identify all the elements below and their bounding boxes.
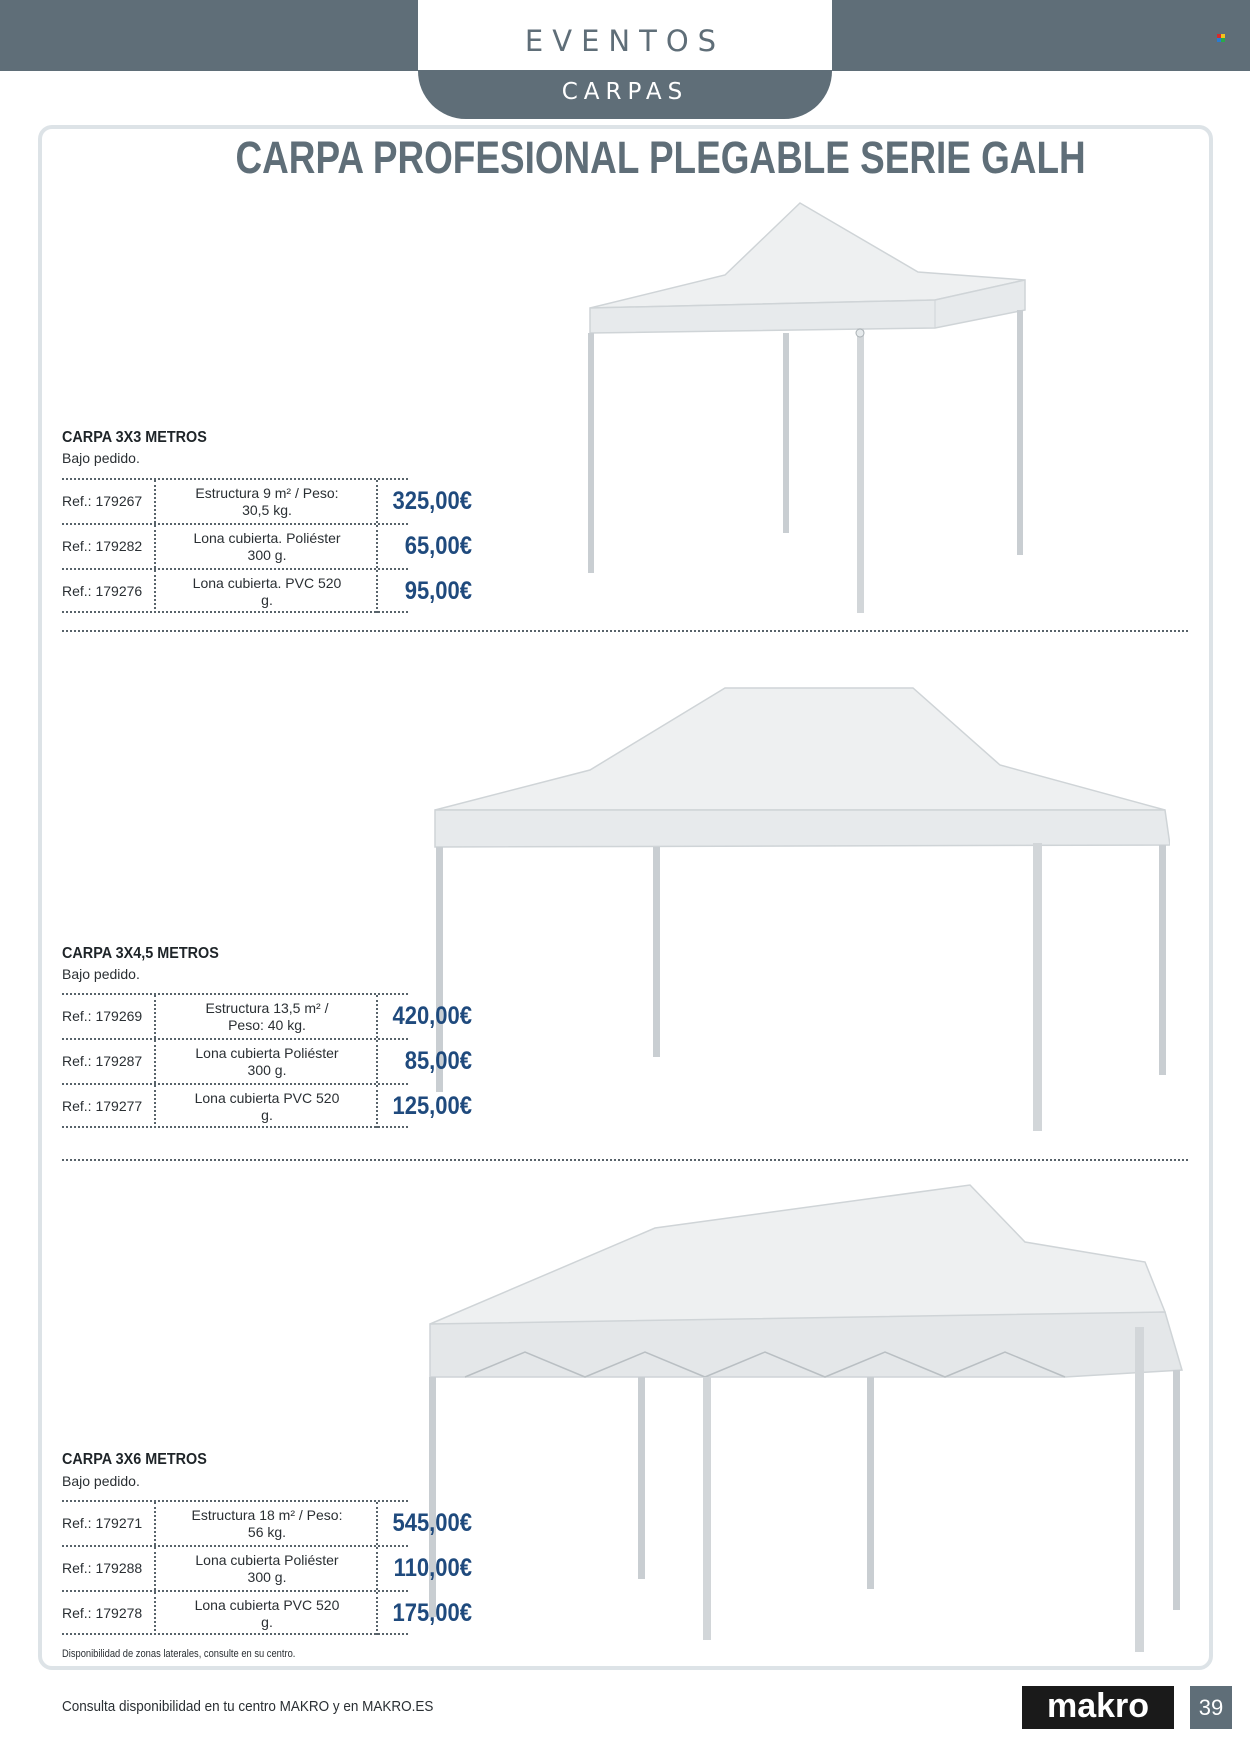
- tent-3x4-5-image: [430, 685, 1170, 1135]
- desc-text: Estructura 18 m² / Peso: 56 kg.: [191, 1506, 343, 1540]
- footer-text: Consulta disponibilidad en tu centro MAKRO y en MAKRO.ES: [62, 1698, 434, 1715]
- desc-text: Lona cubierta Poliéster 300 g.: [195, 1551, 339, 1585]
- color-mark-icon: [1217, 34, 1227, 44]
- desc-text: Estructura 9 m² / Peso: 30,5 kg.: [195, 484, 339, 518]
- section-title-3x3: CARPA 3X3 METROS: [62, 429, 207, 446]
- ref-cell: Ref.: 179287: [62, 1040, 156, 1083]
- section-title-3x6: CARPA 3X6 METROS: [62, 1451, 207, 1468]
- table-row: [62, 1038, 472, 1083]
- price-table-3x3: [62, 478, 472, 613]
- price-cell: 95,00€: [404, 577, 472, 605]
- page-title: CARPA PROFESIONAL PLEGABLE SERIE GALH: [235, 132, 1086, 183]
- price-cell: 420,00€: [392, 1002, 472, 1030]
- ref-cell: Ref.: 179267: [62, 480, 156, 523]
- section-subtitle-3x6: Bajo pedido.: [62, 1473, 140, 1489]
- subcategory-label: CARPAS: [561, 79, 689, 105]
- table-row: [62, 568, 472, 613]
- ref-cell: Ref.: 179278: [62, 1592, 156, 1635]
- price-cell: 325,00€: [392, 487, 472, 515]
- desc-text: Lona cubierta. PVC 520 g.: [192, 574, 342, 608]
- section-divider: [62, 630, 1188, 632]
- desc-text: Lona cubierta Poliéster 300 g.: [195, 1044, 339, 1078]
- price-cell: 125,00€: [392, 1092, 472, 1120]
- tent-3x3-image: [580, 200, 1030, 620]
- makro-logo: makro: [1022, 1686, 1174, 1729]
- desc-text: Lona cubierta PVC 520 g.: [194, 1596, 340, 1630]
- price-cell: 545,00€: [392, 1509, 472, 1537]
- price-cell: 175,00€: [392, 1599, 472, 1627]
- price-cell: 110,00€: [393, 1554, 472, 1582]
- desc-text: Lona cubierta. Poliéster 300 g.: [193, 529, 341, 563]
- table-row: [62, 1545, 472, 1590]
- tent-3x6-image: [425, 1182, 1185, 1662]
- table-row: [62, 1083, 472, 1128]
- page-number: 39: [1190, 1686, 1232, 1729]
- ref-cell: Ref.: 179269: [62, 995, 156, 1038]
- price-cell: 85,00€: [404, 1047, 472, 1075]
- ref-cell: Ref.: 179276: [62, 570, 156, 613]
- ref-cell: Ref.: 179277: [62, 1085, 156, 1128]
- ref-cell: Ref.: 179271: [62, 1502, 156, 1545]
- desc-text: Lona cubierta PVC 520 g.: [194, 1089, 340, 1123]
- price-cell: 65,00€: [404, 532, 472, 560]
- table-row: [62, 1590, 472, 1635]
- ref-cell: Ref.: 179288: [62, 1547, 156, 1590]
- table-row: [62, 478, 472, 523]
- section-divider: [62, 1159, 1188, 1161]
- desc-text: Estructura 13,5 m² / Peso: 40 kg.: [205, 999, 329, 1033]
- section-subtitle-3x4-5: Bajo pedido.: [62, 966, 140, 982]
- availability-note: Disponibilidad de zonas laterales, consulte en su centro.: [62, 1648, 296, 1660]
- table-row: [62, 993, 472, 1038]
- ref-cell: Ref.: 179282: [62, 525, 156, 568]
- price-table-3x6: [62, 1500, 472, 1635]
- price-table-3x4-5: [62, 993, 472, 1128]
- category-tab: [418, 0, 832, 70]
- category-label: EVENTOS: [524, 24, 726, 58]
- section-title-3x4-5: CARPA 3X4,5 METROS: [62, 945, 219, 962]
- table-row: [62, 1500, 472, 1545]
- table-row: [62, 523, 472, 568]
- subcategory-tab: [418, 71, 832, 119]
- section-subtitle-3x3: Bajo pedido.: [62, 450, 140, 466]
